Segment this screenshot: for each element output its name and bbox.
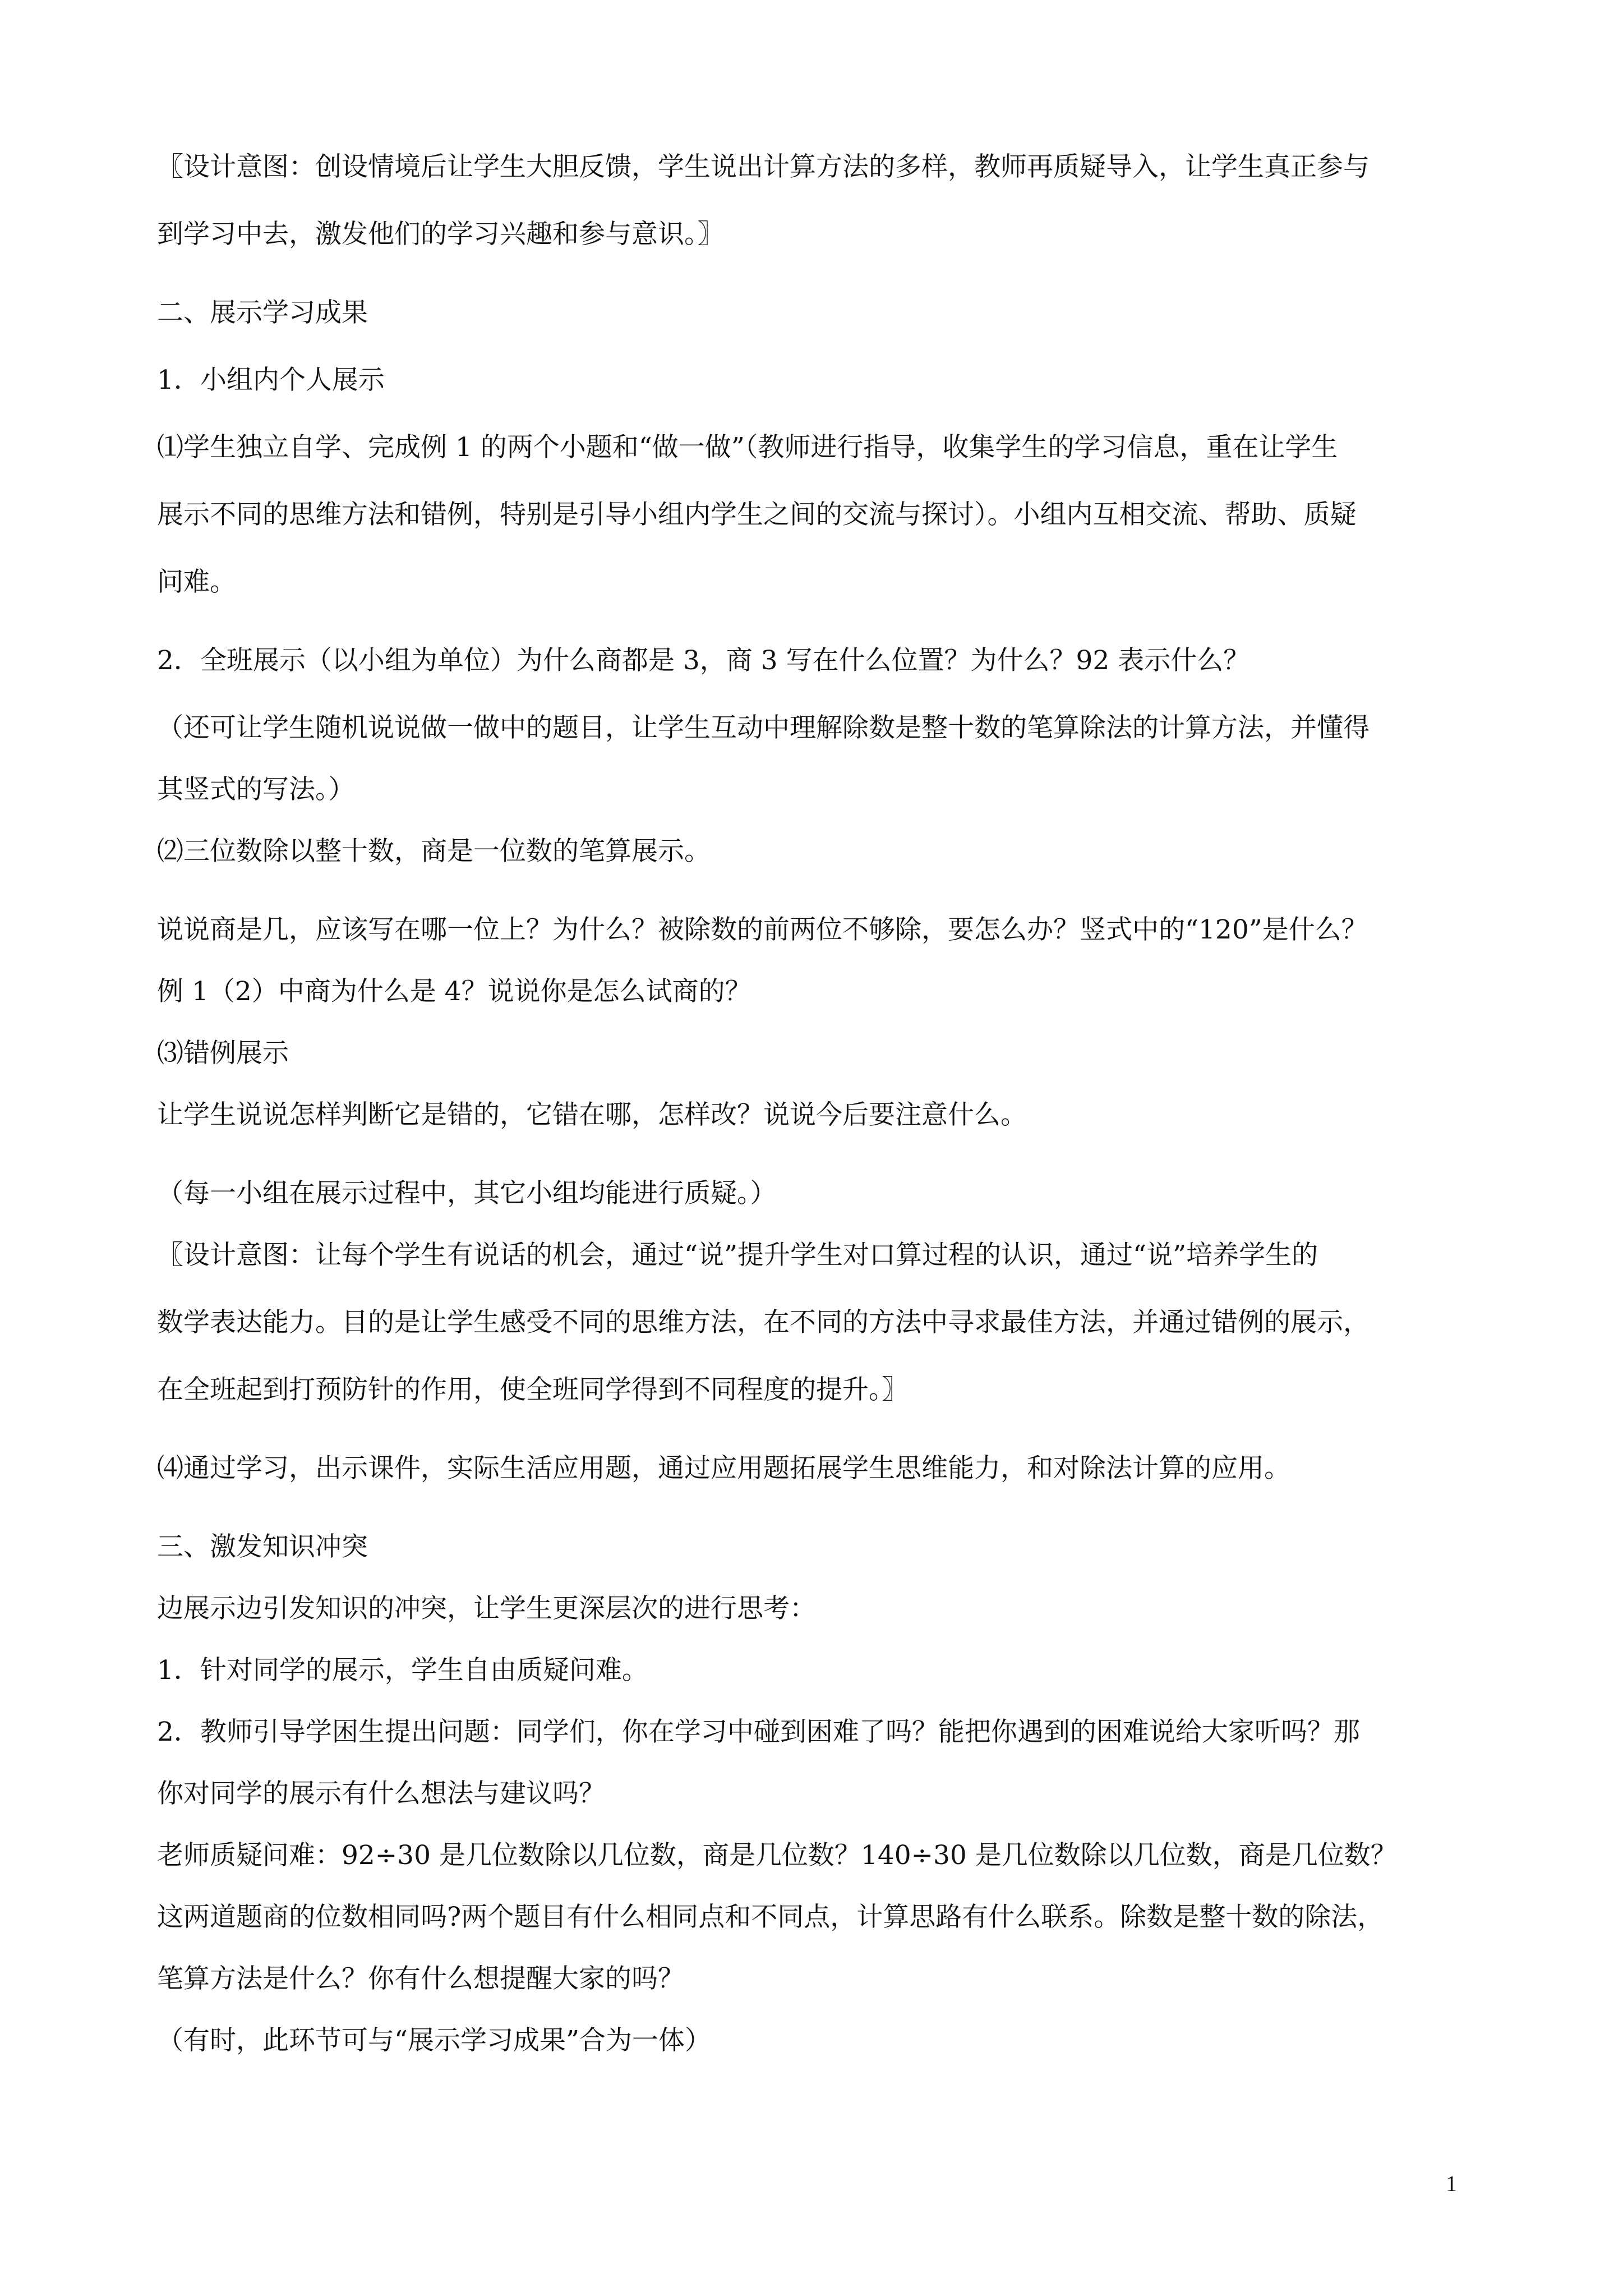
text-line: 〖设计意图：让每个学生有说话的机会，通过“说”提升学生对口算过程的认识，通过“说”培养学生的	[157, 1240, 1318, 1271]
text-line: （每一小组在展示过程中，其它小组均能进行质疑。）	[157, 1178, 777, 1209]
text-line: 〖设计意图：创设情境后让学生大胆反馈，学生说出计算方法的多样，教师再质疑导入，让学生真正参与	[157, 151, 1370, 182]
subsection-heading: 1．小组内个人展示	[157, 365, 385, 395]
text-line: 2．全班展示（以小组为单位）为什么商都是 3，商 3 写在什么位置？为什么？92 表示什么？	[157, 645, 1250, 676]
text-line: 展示不同的思维方法和错例，特别是引导小组内学生之间的交流与探讨）。小组内互相交流、帮助、质疑	[157, 499, 1357, 530]
text-line: 1．针对同学的展示，学生自由质疑问难。	[157, 1655, 648, 1686]
section-heading: 二、展示学习成果	[157, 297, 368, 328]
page-number: 1	[1446, 2171, 1457, 2196]
text-line: 数学表达能力。目的是让学生感受不同的思维方法，在不同的方法中寻求最佳方法，并通过错例的展示，	[157, 1307, 1370, 1338]
text-line: 你对同学的展示有什么想法与建议吗？	[157, 1778, 605, 1809]
text-line: 笔算方法是什么？你有什么想提醒大家的吗？	[157, 1963, 684, 1994]
text-line: 在全班起到打预防针的作用，使全班同学得到不同程度的提升。〗	[157, 1374, 909, 1405]
text-line: （还可让学生随机说说做一做中的题目，让学生互动中理解除数是整十数的笔算除法的计算方法，并懂得	[157, 712, 1370, 743]
text-line: 其竖式的写法。）	[157, 774, 355, 805]
text-line: 这两道题商的位数相同吗?两个题目有什么相同点和不同点，计算思路有什么联系。除数是整十数的除法，	[157, 1902, 1384, 1932]
text-line: 2．教师引导学困生提出问题：同学们，你在学习中碰到困难了吗？能把你遇到的困难说给大家听吗？那	[157, 1717, 1360, 1747]
text-line: ⑷通过学习，出示课件，实际生活应用题，通过应用题拓展学生思维能力，和对除法计算的应用。	[157, 1453, 1290, 1484]
text-line: 例 1（2）中商为什么是 4？说说你是怎么试商的？	[157, 976, 751, 1007]
text-line: 问难。	[157, 567, 236, 597]
text-line: 让学生说说怎样判断它是错的，它错在哪，怎样改？说说今后要注意什么。	[157, 1099, 1027, 1130]
text-line: ⑴学生独立自学、完成例 1 的两个小题和“做一做”（教师进行指导，收集学生的学习信息，重在让学生	[157, 432, 1338, 463]
section-heading: 三、激发知识冲突	[157, 1531, 368, 1562]
text-line: ⑵三位数除以整十数，商是一位数的笔算展示。	[157, 836, 711, 867]
text-line: 说说商是几，应该写在哪一位上？为什么？被除数的前两位不够除，要怎么办？竖式中的“120”是什么？	[157, 914, 1368, 945]
text-line: 边展示边引发知识的冲突，让学生更深层次的进行思考：	[157, 1593, 816, 1624]
text-line: 到学习中去，激发他们的学习兴趣和参与意识。〗	[157, 219, 724, 250]
text-line: （有时，此环节可与“展示学习成果”合为一体）	[157, 2025, 712, 2056]
text-line: 老师质疑问难：92÷30 是几位数除以几位数，商是几位数？140÷30 是几位数除以几位数，商是几位数？	[157, 1840, 1397, 1871]
text-line: ⑶错例展示	[157, 1038, 289, 1069]
